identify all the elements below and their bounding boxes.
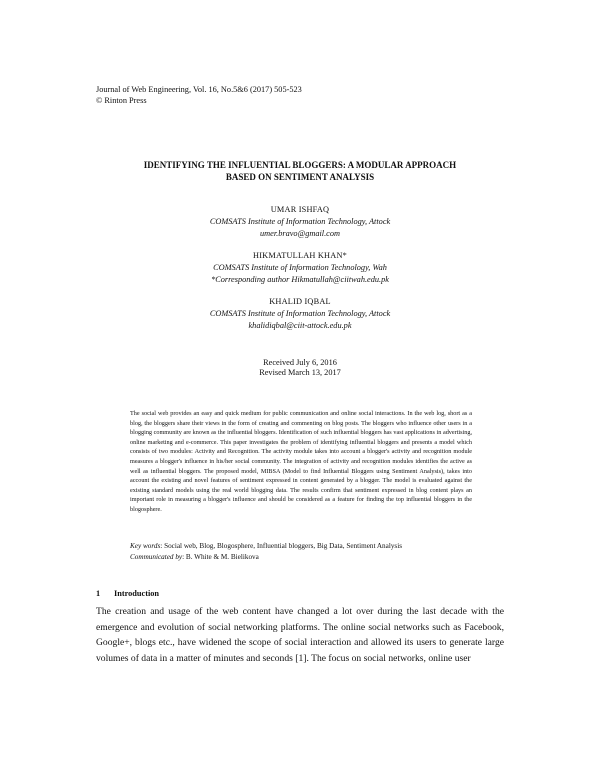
author-email: khalidiqbal@ciit-attock.edu.pk [248, 321, 352, 330]
section-number: 1 [96, 589, 101, 598]
author-block [96, 204, 504, 342]
communicated-label: Communicated by [130, 553, 183, 561]
copyright-line: © Rinton Press [96, 96, 147, 105]
keywords-line [130, 541, 490, 552]
author-3 [96, 296, 504, 332]
section-heading [96, 589, 159, 598]
author-2 [96, 250, 504, 286]
title-line-1: IDENTIFYING THE INFLUENTIAL BLOGGERS: A MODULAR APPROACH [143, 160, 457, 170]
revised-date: Revised March 13, 2017 [259, 368, 341, 377]
keywords-value: : Social web, Blog, Blogosphere, Influential bloggers, Big Data, Sentiment Analysis [160, 542, 403, 550]
paper-title [96, 159, 504, 183]
date-block [96, 358, 504, 378]
section-title: Introduction [114, 589, 160, 598]
journal-citation: Journal of Web Engineering, Vol. 16, No.5&6 (2017) 505-523 [96, 85, 302, 94]
abstract-text: The social web provides an easy and quick medium for public communication and online social interactions. In the web log, short as a blog, the bloggers share their views in the form of creating and commenting on blog posts. The bloggers who influence other users in a blogging community are known as the influential bloggers. Identification of such influential bloggers has vast applications in advertising, online marketing and e-commerce. This paper investigates the problem of identifying influential bloggers and presents a model which consists of two modules: Activity and Recognition. The activity module takes into account a blogger's activity and recognition module measures a blogger's influence in his/her social community. The integration of activity and recognition modules identifies the active as well as influential bloggers. The proposed model, MIBSA (Model to find Influential Bloggers using Sentiment Analysis), takes into account the existing and novel features of sentiment expressed in content generated by a blogger. The model is evaluated against the existing standard models using the real world blogging data. The results confirm that sentiment expressed in blog content plays an important role in measuring a blogger's influence and should be considered as a feature for finding the top influential bloggers in the blogosphere. [130, 410, 472, 513]
author-affiliation: COMSATS Institute of Information Technology, Attock [209, 217, 391, 226]
title-line-2: BASED ON SENTIMENT ANALYSIS [225, 172, 375, 182]
author-email: umer.bravo@gmail.com [260, 229, 340, 238]
communicated-line [130, 552, 490, 563]
author-1 [96, 204, 504, 240]
author-email: *Corresponding author Hikmatullah@ciitwah.edu.pk [211, 275, 389, 284]
journal-header [96, 84, 302, 106]
keywords-block [130, 541, 490, 563]
communicated-value: : B. White & M. Bielikova [182, 553, 259, 561]
introduction-paragraph: The creation and usage of the web content have changed a lot over during the last decade with the emergence and evolution of social networking platforms. The online social networks such as Facebook, Google+, blogs etc., have widened the scope of social interaction and allowed its users to generate large volumes of data in a matter of minutes and seconds [1]. The focus on social networks, online user [96, 606, 504, 664]
author-affiliation: COMSATS Institute of Information Technology, Attock [209, 309, 391, 318]
author-name: HIKMATULLAH KHAN* [253, 251, 347, 260]
received-date: Received July 6, 2016 [263, 358, 337, 367]
keywords-label: Key words [130, 542, 161, 550]
author-affiliation: COMSATS Institute of Information Technology, Wah [213, 263, 387, 272]
author-name: KHALID IQBAL [269, 297, 331, 306]
author-name: UMAR ISHFAQ [270, 205, 330, 214]
